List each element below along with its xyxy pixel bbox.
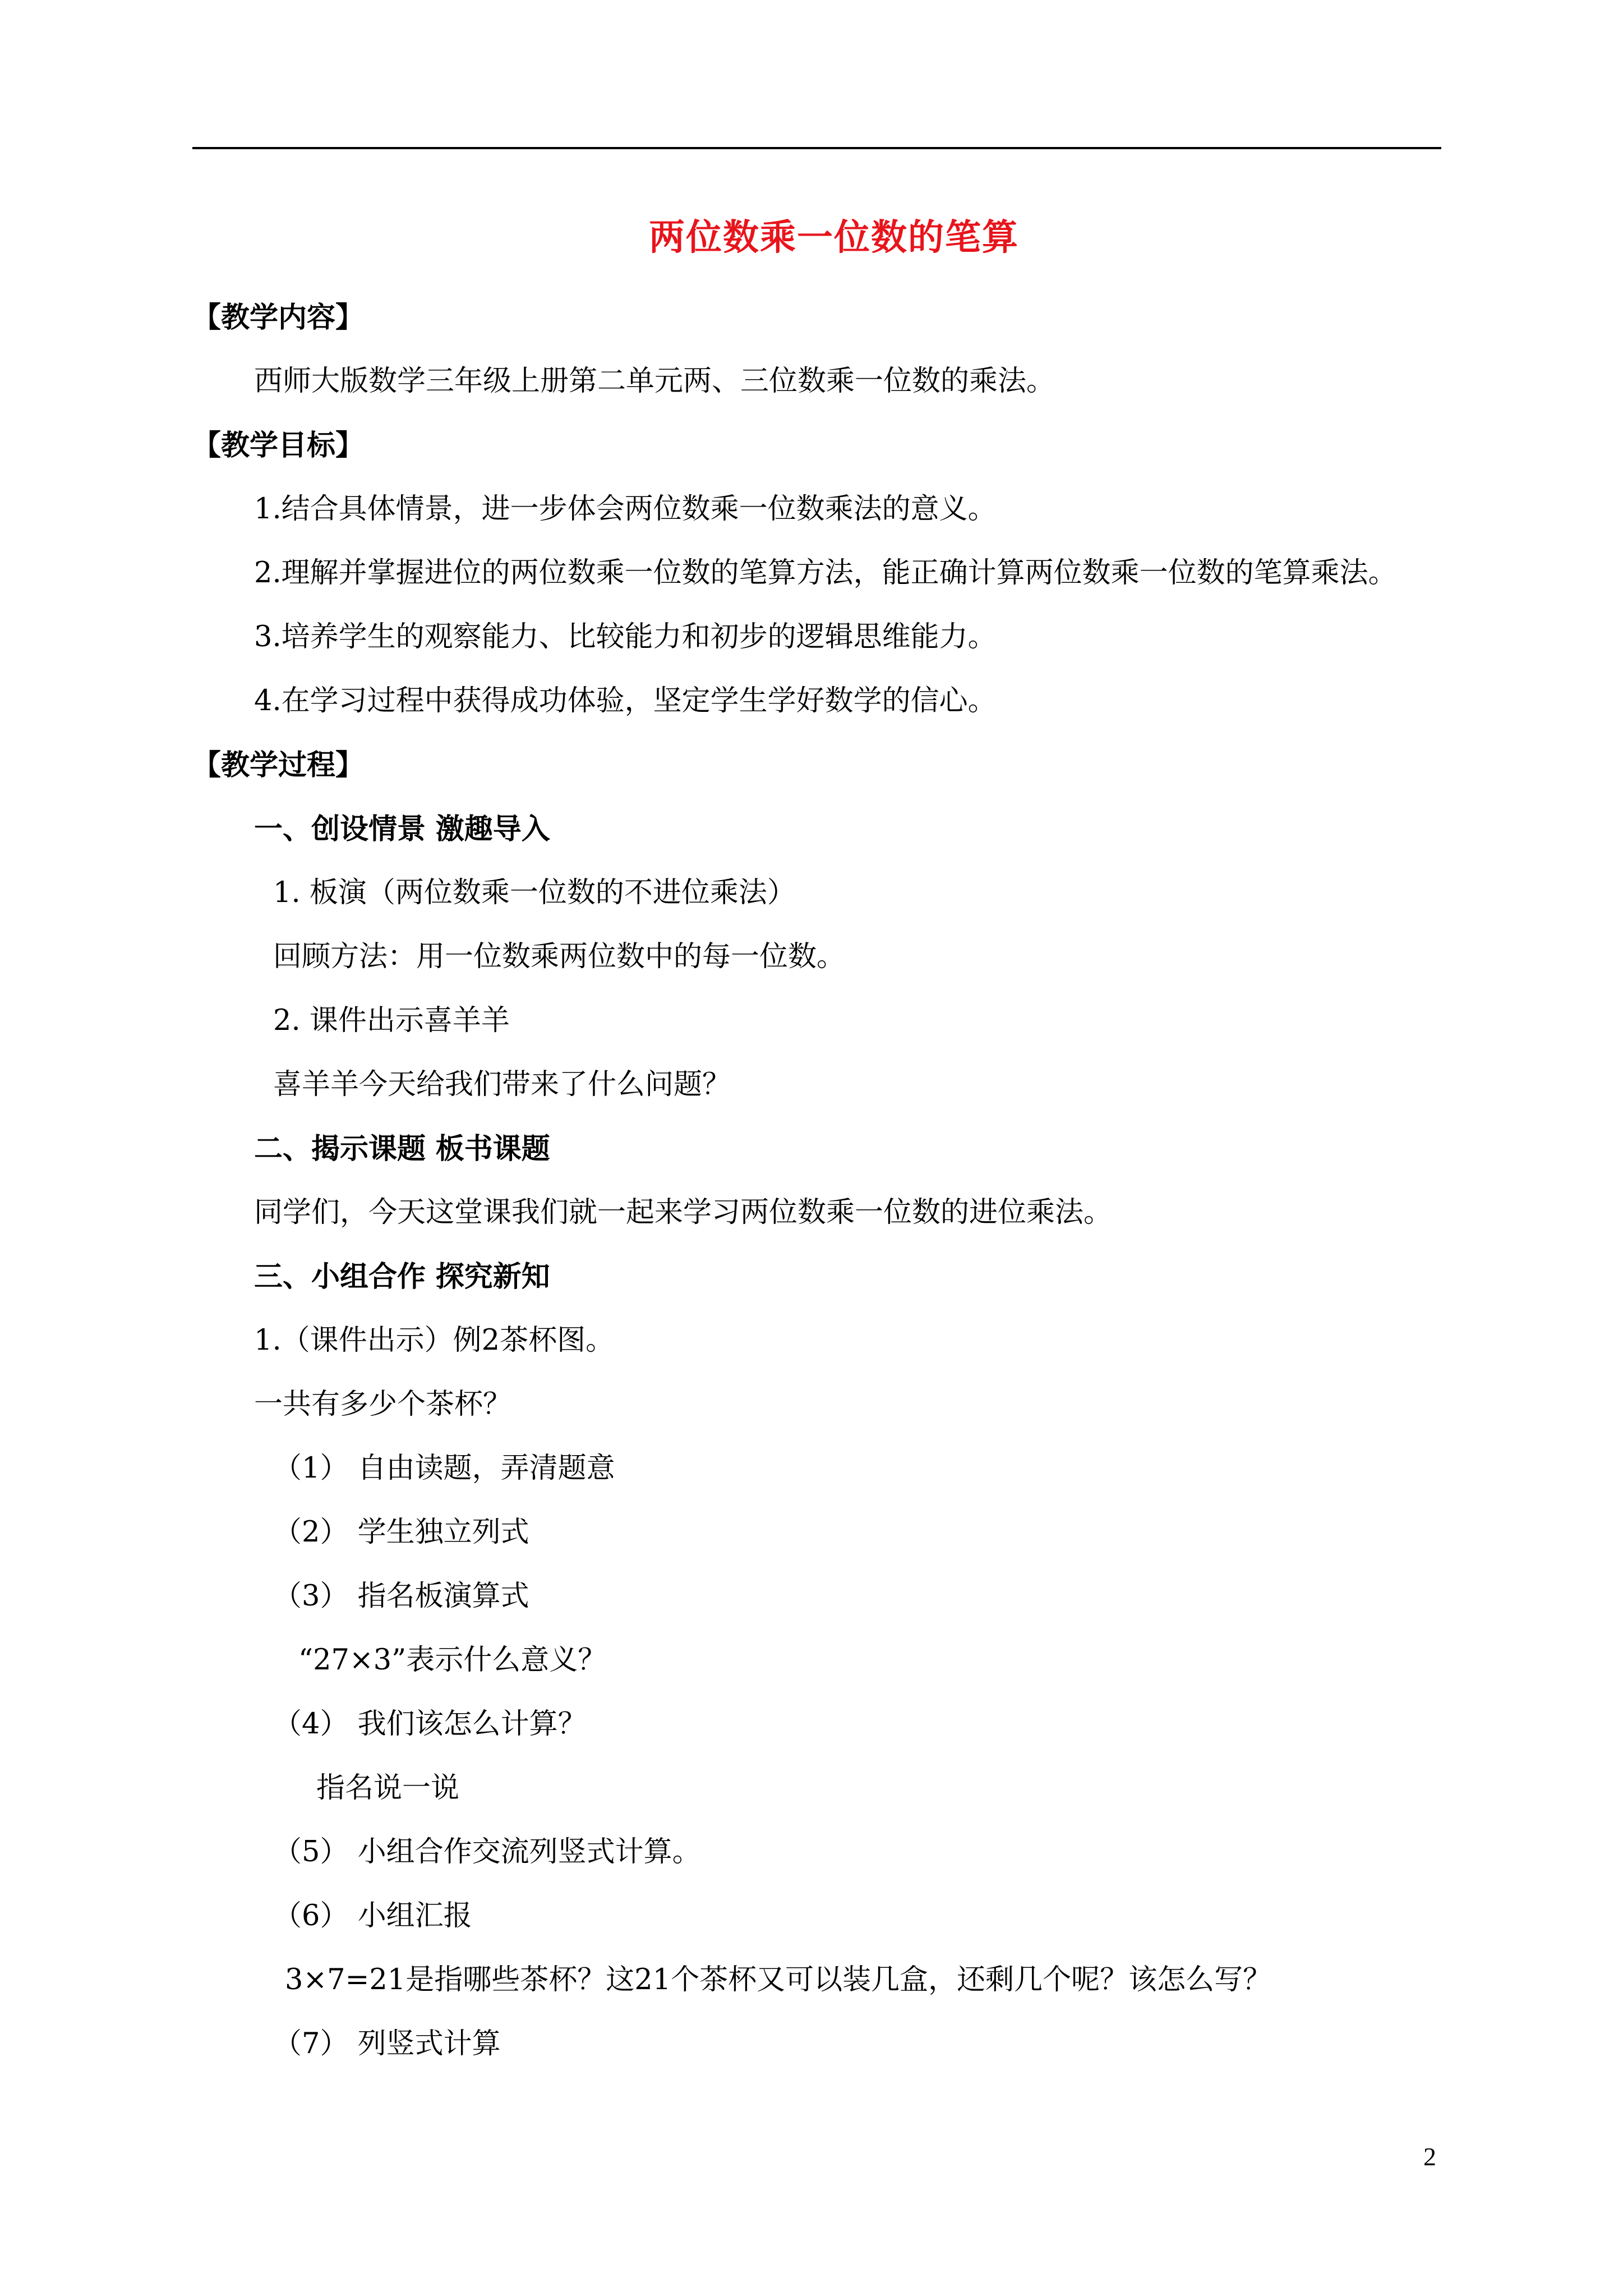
body-line: 1. 板演（两位数乘一位数的不进位乘法）	[273, 876, 796, 909]
section-heading: 【教学目标】	[192, 429, 365, 462]
body-line: （4） 我们该怎么计算？	[273, 1708, 587, 1741]
body-line: 1.（课件出示）例2茶杯图。	[254, 1324, 615, 1357]
page-number: 2	[1423, 2142, 1436, 2171]
body-line: 回顾方法：用一位数乘两位数中的每一位数。	[273, 940, 846, 973]
section-heading: 三、小组合作 探究新知	[254, 1260, 550, 1294]
body-line: 同学们，今天这堂课我们就一起来学习两位数乘一位数的进位乘法。	[254, 1196, 1113, 1229]
body-line: 4.在学习过程中获得成功体验，坚定学生学好数学的信心。	[254, 684, 997, 717]
body-line: 一共有多少个茶杯？	[254, 1388, 512, 1421]
body-line: （1） 自由读题，弄清题意	[273, 1452, 615, 1485]
section-heading: 一、创设情景 激趣导入	[254, 812, 550, 846]
body-line: 2.理解并掌握进位的两位数乘一位数的笔算方法，能正确计算两位数乘一位数的笔算乘法。	[254, 556, 1397, 590]
body-line: 西师大版数学三年级上册第二单元两、三位数乘一位数的乘法。	[254, 365, 1055, 398]
body-line: 指名说一说	[316, 1772, 460, 1805]
section-heading: 【教学过程】	[192, 748, 365, 782]
body-line: （5） 小组合作交流列竖式计算。	[273, 1835, 701, 1869]
body-line: （2） 学生独立列式	[273, 1516, 529, 1549]
body-line: 3.培养学生的观察能力、比较能力和初步的逻辑思维能力。	[254, 620, 997, 654]
body-line: 1.结合具体情景，进一步体会两位数乘一位数乘法的意义。	[254, 493, 997, 526]
body-line: 喜羊羊今天给我们带来了什么问题？	[273, 1068, 731, 1101]
body-line: 2. 课件出示喜羊羊	[273, 1004, 510, 1037]
header-rule	[192, 147, 1441, 149]
body-line: （6） 小组汇报	[273, 1899, 472, 1932]
body-line: “27×3”表示什么意义？	[298, 1644, 607, 1677]
document-title: 两位数乘一位数的笔算	[649, 217, 1019, 259]
section-heading: 二、揭示课题 板书课题	[254, 1132, 550, 1166]
body-line: 3×7=21是指哪些茶杯？这21个茶杯又可以装几盒，还剩几个呢？该怎么写？	[285, 1963, 1272, 1996]
body-line: （7） 列竖式计算	[273, 2027, 501, 2060]
body-line: （3） 指名板演算式	[273, 1580, 529, 1613]
section-heading: 【教学内容】	[192, 301, 365, 334]
